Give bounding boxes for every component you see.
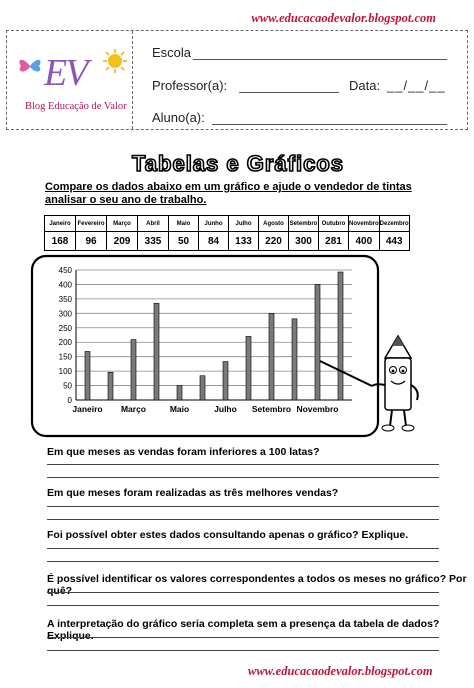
answer-line[interactable] [47,477,439,478]
logo-caption: Blog Educação de Valor [25,101,127,112]
bar-abril [154,303,159,400]
title-art [128,146,348,180]
month-cell: Junho [199,216,229,232]
instructions: Compare os dados abaixo em um gráfico e ajude o vendedor de tintas analisar o seu ano de trabalho. [45,181,412,206]
student-field[interactable] [212,124,447,125]
answer-line[interactable] [47,548,439,549]
question-5: A interpretação do gráfico seria completa sem a presença da tabela de dados? Explique. [47,618,440,642]
question-1: Em que meses as vendas foram inferiores a 100 latas? [47,446,320,458]
value-cell: 281 [319,232,349,251]
answer-line[interactable] [47,561,439,562]
values-row [45,232,410,251]
question-2: Em que meses foram realizadas as três melhores vendas? [47,487,339,499]
answer-line[interactable] [47,637,439,638]
worksheet-title [128,146,348,185]
x-tick-label: Janeiro [72,404,103,414]
teacher-label: Professor(a): [152,78,228,93]
title-text: Tabelas e Gráficos [131,151,345,176]
blog-url-bottom: www.educacaodevalor.blogspot.com [248,664,433,678]
answer-line[interactable] [47,605,439,606]
question-4: É possível identificar os valores correspondentes a todos os meses no gráfico? Por quê? [47,573,467,597]
bar-março [131,340,136,400]
y-tick-label: 250 [58,323,72,333]
sales-table [44,215,410,251]
date-field[interactable]: __/__/__ [387,78,446,93]
y-tick-label: 400 [58,280,72,290]
bar-janeiro [85,351,90,400]
bar-dezembro [338,272,343,400]
logo-letters: EV [44,52,87,94]
value-cell: 400 [349,232,380,251]
logo-area [7,31,133,129]
y-tick-label: 150 [58,352,72,362]
month-cell: Abril [138,216,169,232]
value-cell: 300 [289,232,319,251]
value-cell: 50 [169,232,199,251]
header-box [6,30,468,130]
month-cell: Dezembro [379,216,409,232]
y-tick-label: 350 [58,294,72,304]
x-tick-label: Março [120,404,147,414]
bar-setembro [269,313,274,400]
y-tick-label: 100 [58,367,72,377]
bar-julho [223,362,228,400]
value-cell: 443 [379,232,409,251]
y-tick-label: 0 [67,396,72,405]
month-cell: Março [107,216,138,232]
answer-line[interactable] [47,506,439,507]
bar-fevereiro [108,372,113,400]
question-3: Foi possível obter estes dados consultando apenas o gráfico? Explique. [47,529,409,541]
date-label: Data: [349,78,381,93]
answer-line[interactable] [47,592,439,593]
x-tick-label: Maio [169,404,190,414]
school-label: Escola [152,45,192,60]
month-cell: Fevereiro [76,216,107,232]
student-label: Aluno(a): [152,110,205,125]
butterfly-icon [17,55,43,77]
months-row [45,216,410,232]
x-tick-label: Novembro [296,404,339,414]
sales-chart [0,250,474,440]
bar-maio [177,386,182,400]
value-cell: 209 [107,232,138,251]
bar-novembro [315,284,320,400]
month-cell: Setembro [289,216,319,232]
month-cell: Agosto [259,216,289,232]
value-cell: 133 [229,232,259,251]
y-tick-label: 200 [58,338,72,348]
value-cell: 96 [76,232,107,251]
y-tick-label: 50 [63,381,72,391]
x-tick-label: Setembro [251,404,292,414]
month-cell: Novembro [349,216,380,232]
teacher-field[interactable] [239,92,339,93]
sun-icon [103,49,127,73]
x-tick-label: Julho [214,404,237,414]
answer-line[interactable] [47,650,439,651]
answer-line[interactable] [47,519,439,520]
bar-junho [200,376,205,400]
y-tick-label: 450 [58,266,72,275]
month-cell: Outubro [319,216,349,232]
school-field[interactable] [193,59,447,60]
value-cell: 168 [45,232,76,251]
value-cell: 335 [138,232,169,251]
y-tick-label: 300 [58,309,72,319]
bar-agosto [246,336,251,400]
blog-url-top: www.educacaodevalor.blogspot.com [251,11,436,25]
month-cell: Maio [169,216,199,232]
bar-outubro [292,319,297,400]
value-cell: 220 [259,232,289,251]
answer-line[interactable] [47,464,439,465]
month-cell: Janeiro [45,216,76,232]
value-cell: 84 [199,232,229,251]
month-cell: Julho [229,216,259,232]
